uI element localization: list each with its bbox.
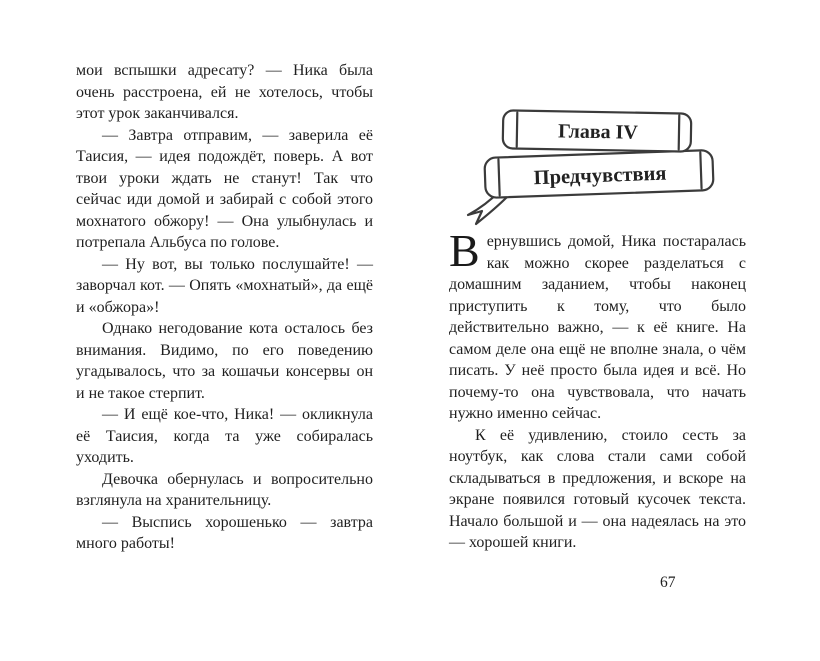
chapter-heading (455, 100, 741, 230)
paragraph: Девочка обернулась и вопросительно взглянула на хранительницу. (76, 470, 373, 509)
paragraph: Однако негодование кота осталось без внимания. Видимо, по его поведению угадывалось, что за кошачьи консервы он и не такое стерпит. (76, 320, 373, 402)
paragraph: мои вспышки адресату? — Ника была очень расстроена, ей не хотелось, чтобы этот урок заканчивался. (76, 62, 373, 122)
paragraph: — Завтра отправим, — заверила её Таисия, — идея подождёт, поверь. А вот твои уроки ждать не станут! Так что сейчас иди домой и забирай с собой этого мохнатого обжору! — Она улыбнулась и потрепала Альбуса по голове. (76, 126, 373, 251)
stacked-books-illustration (455, 100, 741, 230)
chapter-number: Глава IV (557, 120, 639, 144)
paragraph: — Ну вот, вы только послушайте! — заворчал кот. — Опять «мохнатый», да ещё и «обжора»! (76, 255, 373, 316)
page-number: 67 (660, 574, 676, 591)
paragraph-text: ернувшись домой, Ника постаралась как можно скорее разделаться с домашним заданием, чтобы наконец приступить к тому, что было действительно важно, — к её книге. На самом деле она ещё не вполне знала, о чём писать. У неё просто была идея и всё. Но почему-то она чувствовала, что начать нужно именно сейчас. (449, 233, 746, 422)
left-page (76, 60, 373, 555)
drop-cap: В (449, 225, 480, 276)
paragraph: — И ещё кое-что, Ника! — окликнула её Таисия, когда та уже собиралась уходить. (76, 406, 373, 466)
paragraph: К её удивлению, стоило сесть за ноутбук, как слова стали сами собой складываться в предложения, и вскоре на экране появился готовый кусочек текста. Начало большой и — она надеялась на это — хорошей книги. (449, 426, 746, 551)
paragraph: — Выспись хорошенько — завтра много работы! (76, 513, 373, 552)
chapter-title: Предчувствия (533, 162, 667, 190)
right-page (449, 225, 746, 554)
paragraph (449, 225, 746, 425)
